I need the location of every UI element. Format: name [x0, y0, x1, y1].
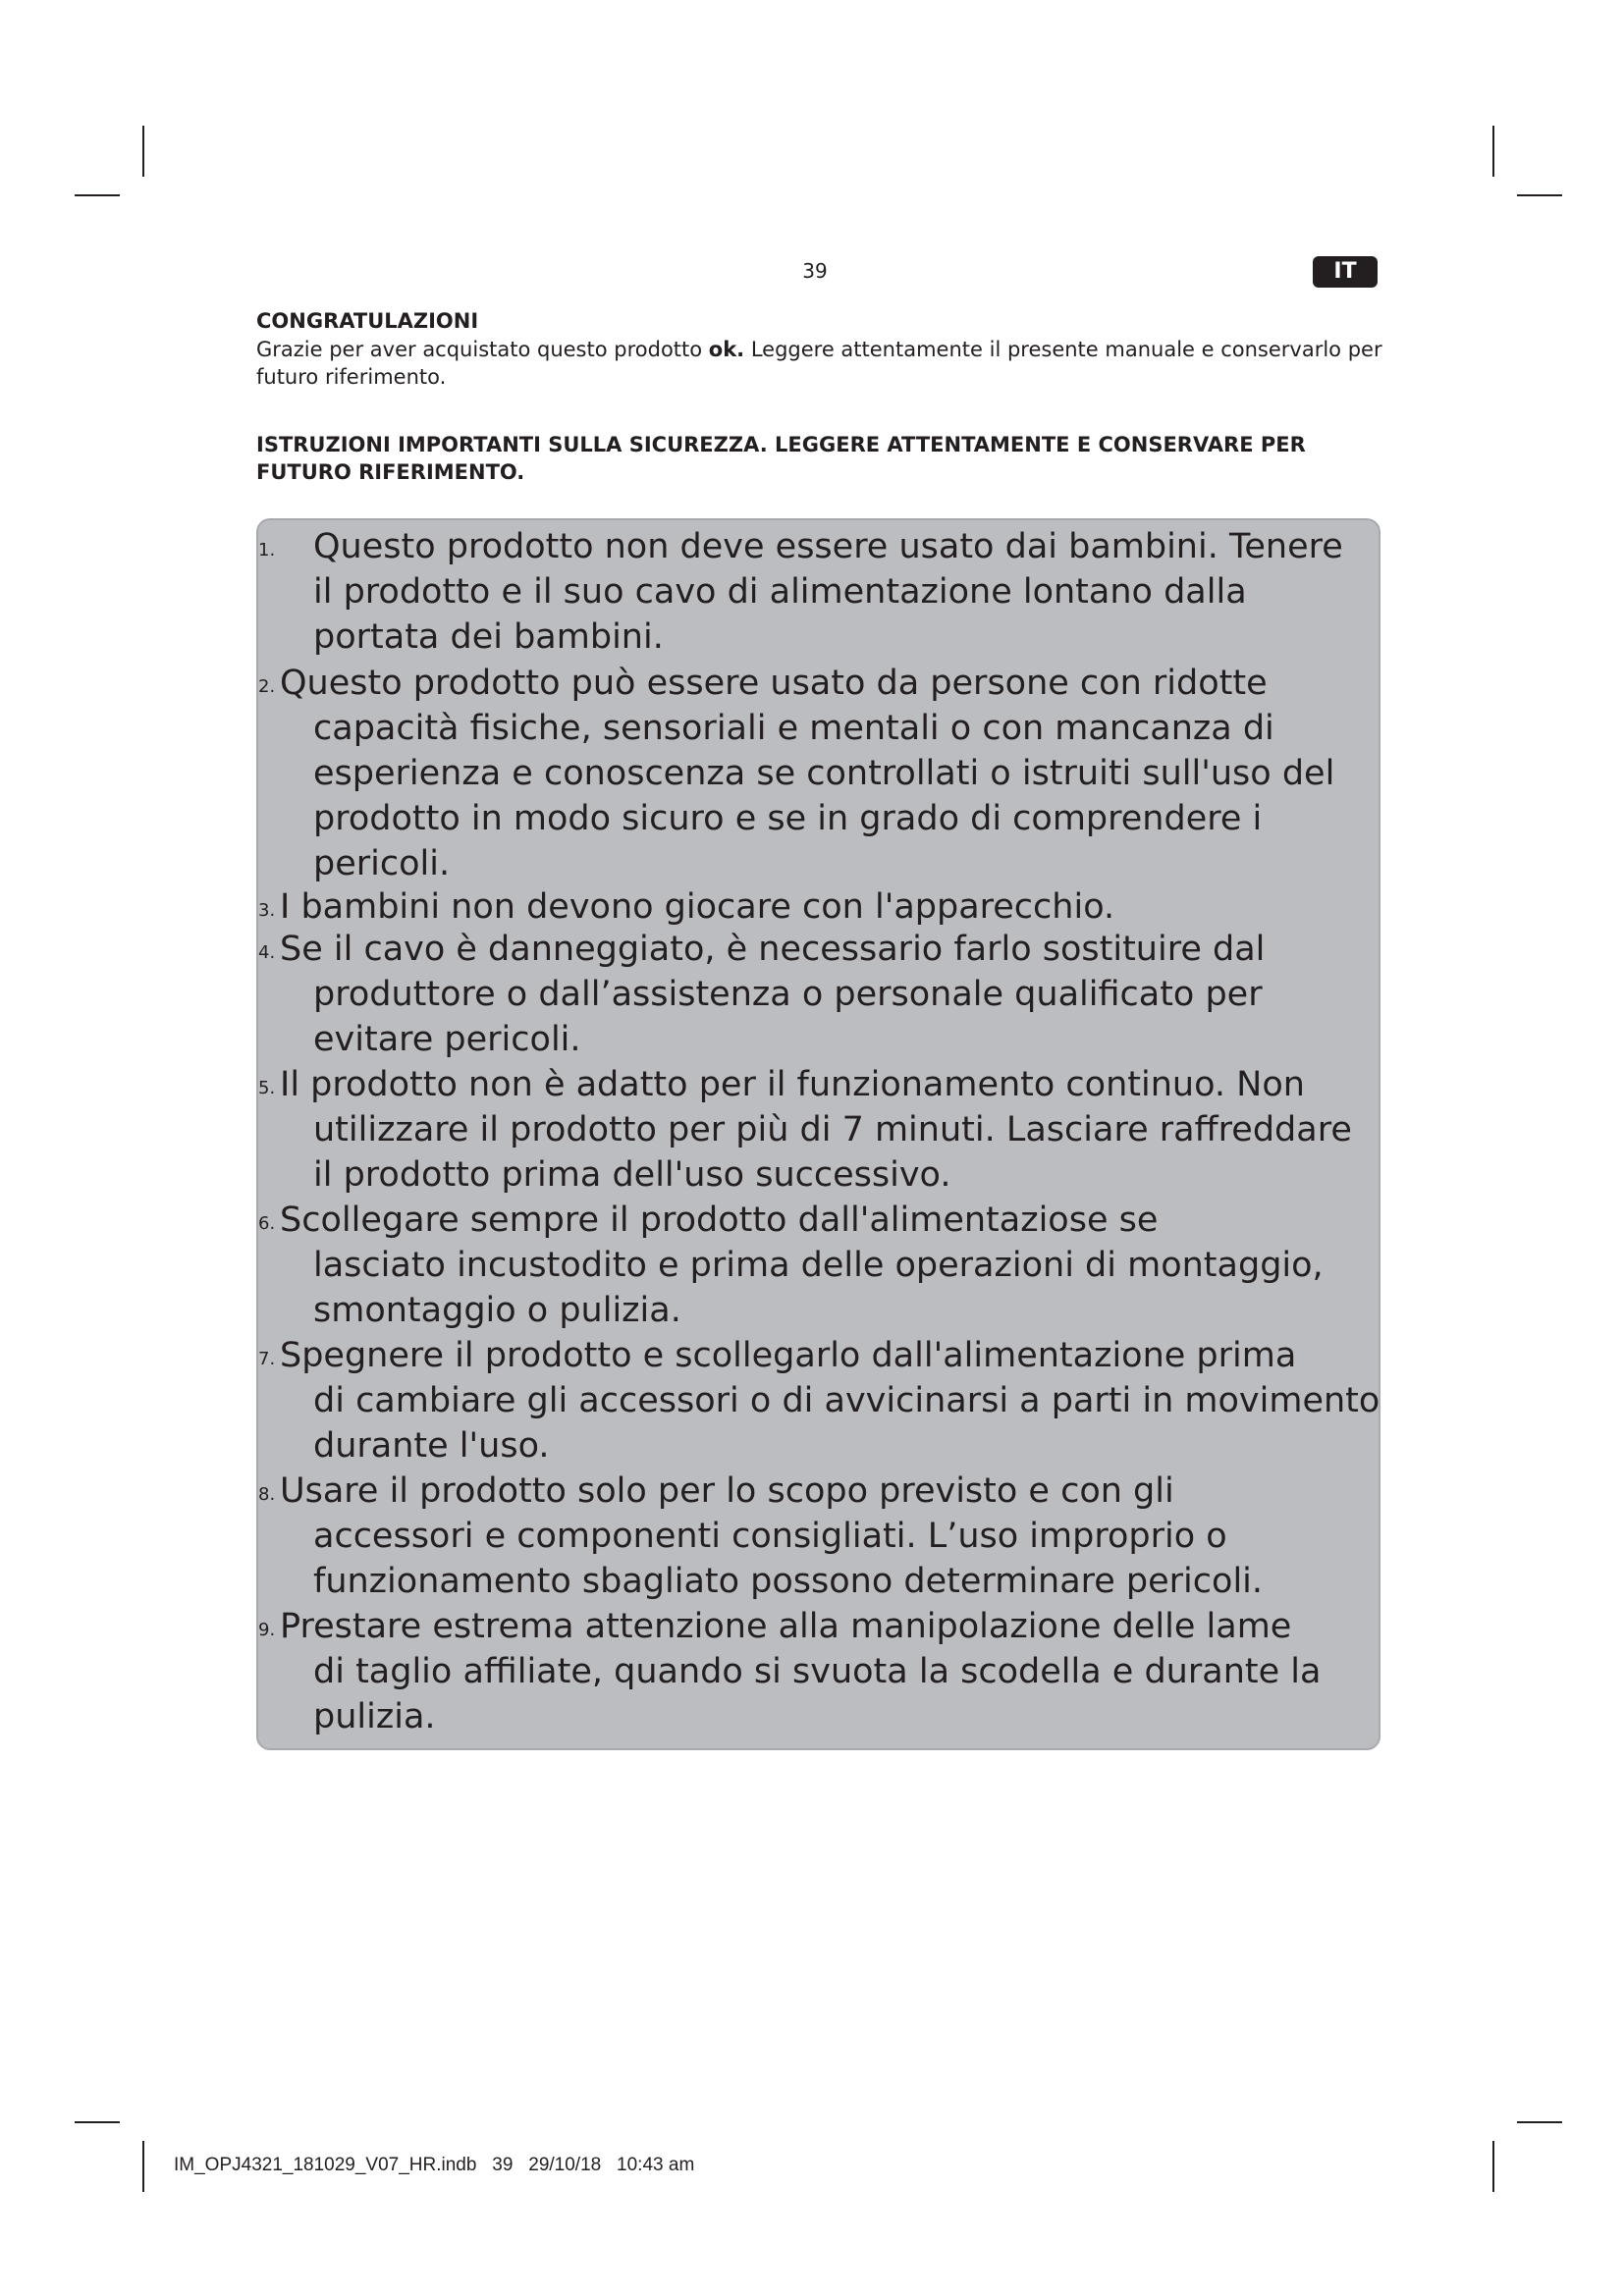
- intro-text-before-brand: Grazie per aver acquistato questo prodotto: [256, 338, 709, 361]
- crop-mark-bottom-left-vertical: [142, 2141, 144, 2192]
- intro-text-after-brand: Leggere attentamente il presente manuale e conservarlo per futuro riferimento.: [256, 338, 1382, 389]
- safety-item-5: [258, 1062, 1437, 1198]
- safety-item-line: Questo prodotto può essere usato da persone con ridotte: [280, 664, 1268, 703]
- safety-item-line: di taglio affiliate, quando si svuota la scodella e durante la: [313, 1652, 1322, 1691]
- safety-item-line: smontaggio o pulizia.: [313, 1291, 681, 1330]
- crop-mark-bottom-right-vertical: [1492, 2141, 1494, 2192]
- intro-section: [256, 308, 1395, 391]
- safety-item-1: [258, 524, 1437, 660]
- safety-heading: ISTRUZIONI IMPORTANTI SULLA SICUREZZA. LEGGERE ATTENTAMENTE E CONSERVARE PER FUTURO RIFERIMENTO.: [256, 433, 1306, 484]
- safety-item-number: 5.: [258, 1078, 276, 1098]
- safety-item-number: 7.: [258, 1349, 276, 1369]
- safety-item-line: di cambiare gli accessori o di avvicinarsi a parti in movimento: [313, 1381, 1380, 1420]
- safety-item-line: funzionamento sbagliato possono determinare pericoli.: [313, 1562, 1264, 1601]
- brand-name: ok.: [708, 338, 745, 361]
- intro-heading: CONGRATULAZIONI: [256, 309, 479, 333]
- safety-item-line: portata dei bambini.: [313, 617, 664, 657]
- safety-item-number: 1.: [258, 540, 276, 561]
- safety-item-line: Il prodotto non è adatto per il funzionamento continuo. Non: [280, 1065, 1305, 1104]
- safety-item-9: [258, 1604, 1437, 1739]
- safety-item-line: Spegnere il prodotto e scollegarlo dall'alimentazione prima: [280, 1336, 1297, 1375]
- safety-item-7: [258, 1333, 1437, 1468]
- safety-warning-box: [256, 518, 1380, 1750]
- safety-item-line: Usare il prodotto solo per lo scopo previsto e con gli: [280, 1471, 1174, 1511]
- safety-item-line: produttore o dall’assistenza o personale qualificato per: [313, 975, 1263, 1014]
- safety-item-number: 2.: [258, 676, 276, 697]
- safety-item-line: pulizia.: [313, 1697, 436, 1736]
- safety-item-number: 9.: [258, 1620, 276, 1640]
- safety-item-line: I bambini non devono giocare con l'apparecchio.: [280, 887, 1115, 927]
- safety-item-line: lasciato incustodito e prima delle operazioni di montaggio,: [313, 1246, 1324, 1285]
- safety-item-3: [258, 884, 1437, 930]
- safety-item-number: 3.: [258, 900, 276, 921]
- crop-mark-bottom-left-horizontal: [75, 2121, 120, 2123]
- safety-item-8: [258, 1468, 1437, 1604]
- safety-item-number: 8.: [258, 1484, 276, 1505]
- safety-item-line: il prodotto e il suo cavo di alimentazione lontano dalla: [313, 572, 1247, 612]
- safety-item-line: Se il cavo è danneggiato, è necessario farlo sostituire dal: [280, 930, 1266, 969]
- safety-item-line: prodotto in modo sicuro e se in grado di comprendere i: [313, 799, 1263, 838]
- safety-item-4: [258, 927, 1437, 1062]
- crop-mark-bottom-right-horizontal: [1517, 2121, 1562, 2123]
- safety-item-number: 6.: [258, 1213, 276, 1234]
- language-badge: IT: [1313, 256, 1378, 288]
- safety-item-line: Questo prodotto non deve essere usato dai bambini. Tenere: [313, 527, 1343, 566]
- safety-item-6: [258, 1198, 1437, 1333]
- crop-mark-top-left-vertical: [142, 126, 144, 177]
- safety-item-line: Prestare estrema attenzione alla manipolazione delle lame: [280, 1607, 1292, 1646]
- crop-mark-top-left-horizontal: [75, 194, 120, 196]
- safety-item-line: il prodotto prima dell'uso successivo.: [313, 1155, 951, 1195]
- print-slug: IM_OPJ4321_181029_V07_HR.indb 39 29/10/18 10:43 am: [174, 2155, 695, 2175]
- safety-item-number: 4.: [258, 942, 276, 963]
- safety-item-line: accessori e componenti consigliati. L’uso improprio o: [313, 1517, 1227, 1556]
- safety-item-line: pericoli.: [313, 844, 451, 883]
- safety-item-line: esperienza e conoscenza se controllati o istruiti sull'uso del: [313, 754, 1335, 793]
- safety-item-line: Scollegare sempre il prodotto dall'alimentaziose se: [280, 1201, 1159, 1240]
- safety-item-line: capacità fisiche, sensoriali e mentali o con mancanza di: [313, 709, 1274, 748]
- crop-mark-top-right-vertical: [1492, 126, 1494, 177]
- intro-text: [256, 336, 1395, 391]
- crop-mark-top-right-horizontal: [1517, 194, 1562, 196]
- safety-item-2: [258, 661, 1437, 886]
- page-number: 39: [802, 259, 828, 283]
- safety-item-line: evitare pericoli.: [313, 1020, 581, 1059]
- safety-item-line: utilizzare il prodotto per più di 7 minuti. Lasciare raffreddare: [313, 1110, 1352, 1149]
- safety-item-line: durante l'uso.: [313, 1426, 550, 1466]
